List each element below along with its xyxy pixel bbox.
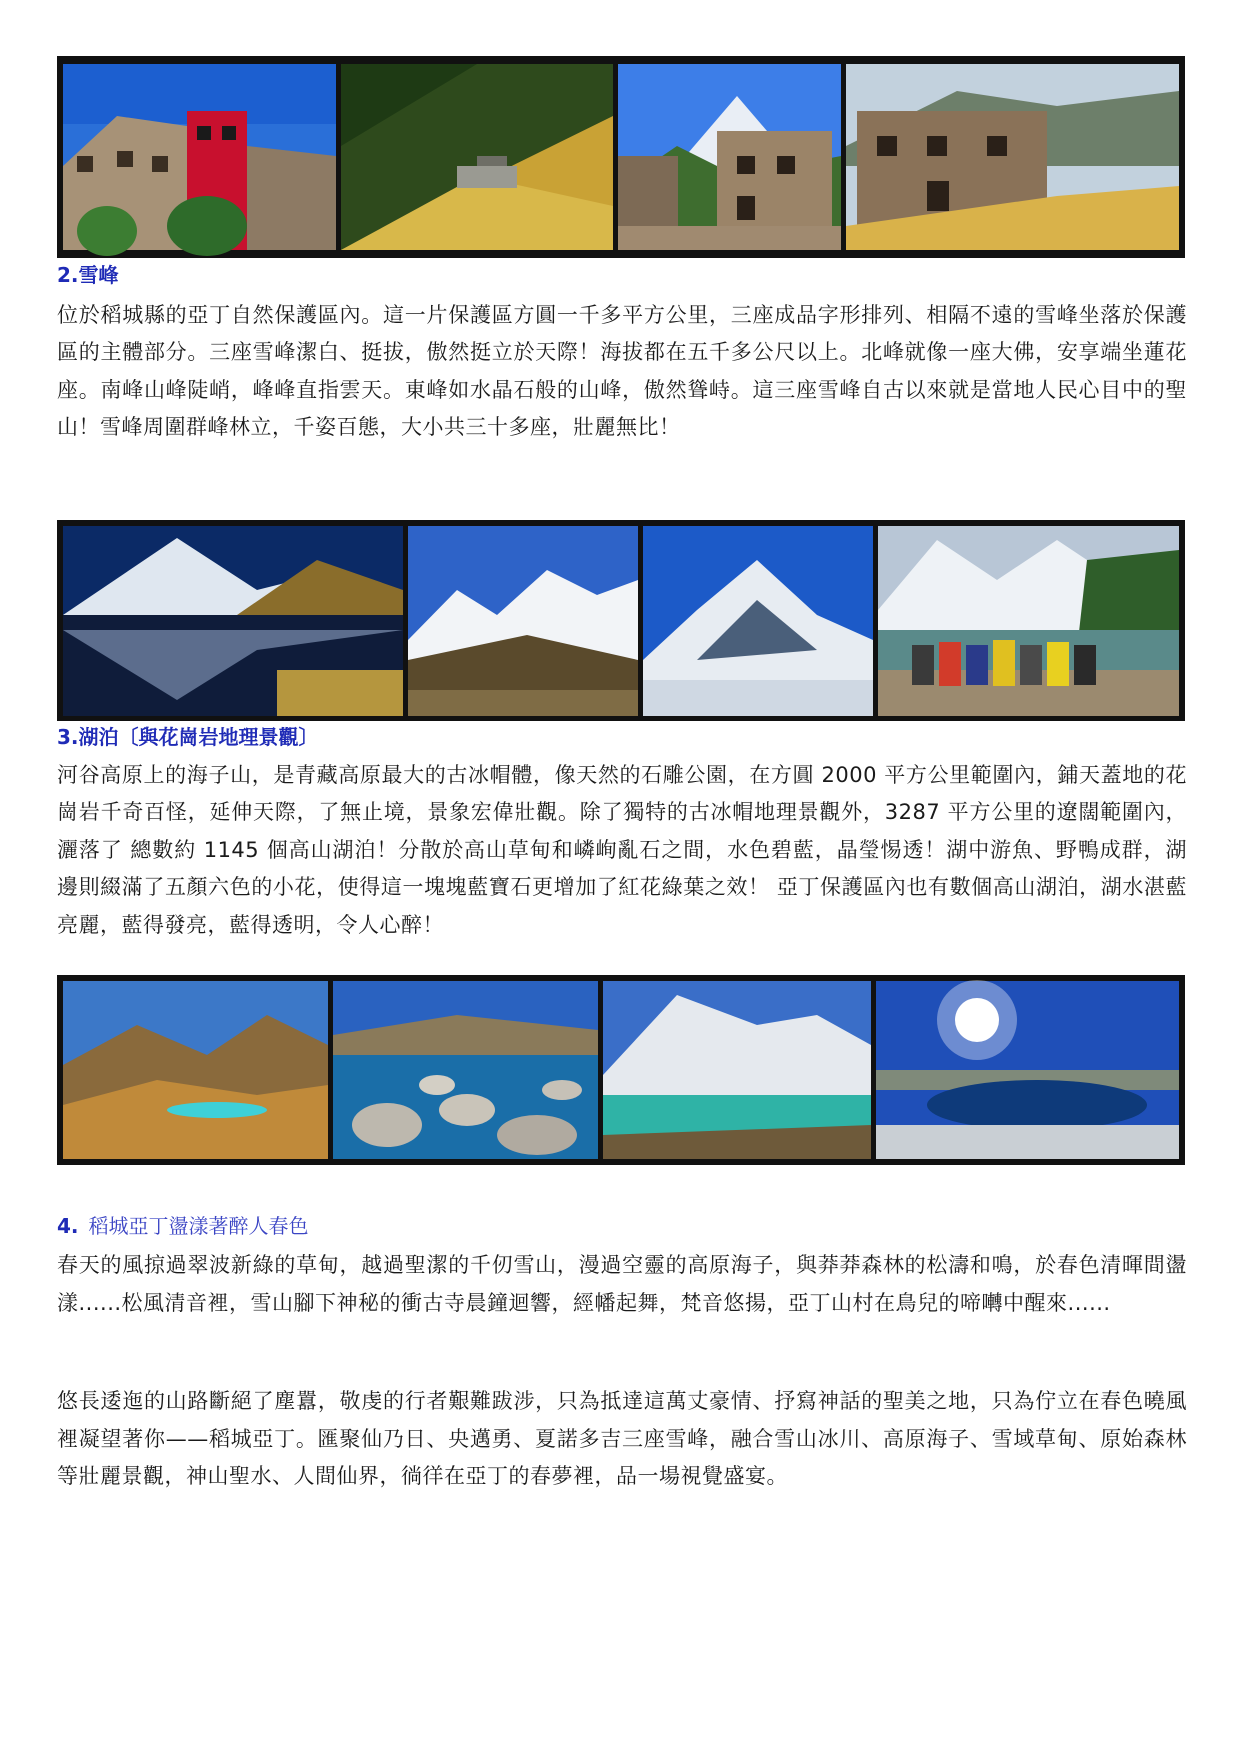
photo-granite-boulders-river bbox=[333, 981, 598, 1159]
lake-photo-strip bbox=[57, 975, 1185, 1165]
section4-paragraph-1: 春天的風掠過翠波新綠的草甸，越過聖潔的千仞雪山，漫過空靈的高原海子，與莽莽森林的松濤和鳴，於春色清暉間盪漾......松風清音裡，雪山腳下神秘的衝古寺晨鐘迴響，經幡起舞，梵音悠揚，亞丁山村在鳥兒的啼囀中醒來...... bbox=[57, 1253, 1187, 1315]
photo-sunburst-lake bbox=[876, 980, 1179, 1159]
section4-number: 4. bbox=[57, 1214, 79, 1238]
section4-title: 稻城亞丁盪漾著醉人春色 bbox=[88, 1214, 309, 1238]
photo-hikers-by-lake bbox=[878, 526, 1179, 716]
photo-snowpeak-reflection bbox=[63, 526, 403, 716]
photo-stone-house-snowpeak bbox=[618, 64, 841, 250]
village-photo-strip bbox=[57, 56, 1185, 258]
photo-turquoise-lake-valley bbox=[63, 981, 328, 1159]
section3-heading: 3.湖泊〔與花崗岩地理景觀〕 bbox=[57, 725, 319, 749]
section4-heading bbox=[57, 1211, 309, 1241]
photo-snow-peak-clouds bbox=[643, 526, 873, 716]
photo-emerald-lake-snowpeak bbox=[603, 981, 871, 1159]
section2-paragraph: 位於稻城縣的亞丁自然保護區內。這一片保護區方圓一千多平方公里，三座成品字形排列、相隔不遠的雪峰坐落於保護區的主體部分。三座雪峰潔白、挺拔，傲然挺立於天際！海拔都在五千多公尺以上。北峰就像一座大佛，安享端坐蓮花座。南峰山峰陡峭，峰峰直指雲天。東峰如水晶石般的山峰，傲然聳峙。這三座雪峰自古以來就是當地人民心目中的聖山！雪峰周圍群峰林立，千姿百態，大小共三十多座，壯麗無比！ bbox=[57, 303, 1187, 440]
snow-peak-photo-strip bbox=[57, 520, 1185, 721]
photo-stone-house-wheatfield bbox=[846, 64, 1179, 250]
photo-snow-ridge bbox=[408, 526, 638, 716]
section2-heading: 2.雪峰 bbox=[57, 263, 119, 287]
section3-paragraph: 河谷高原上的海子山，是青藏高原最大的古冰帽體，像天然的石雕公園，在方圓 2000 平方公里範圍內，鋪天蓋地的花崗岩千奇百怪，延伸天際，了無止境，景象宏偉壯觀。除了獨特的古冰帽地理景觀外，3287 平方公里的遼闊範圍內，灑落了 總數約 1145 個高山湖泊！分散於高山草甸和嶙峋亂石之間，水色碧藍，晶瑩惕透！湖中游魚、野鴨成群，湖邊則綴滿了五顏六色的小花，使得這一塊塊藍寶石更增加了紅花綠葉之效！ 亞丁保護區內也有數個高山湖泊，湖水湛藍亮麗，藍得發亮，藍得透明，令人心醉！ bbox=[57, 763, 1187, 937]
photo-tibetan-house-red bbox=[63, 64, 336, 256]
section4-paragraph-2: 悠長逶迤的山路斷絕了塵囂，敬虔的行者艱難跋涉，只為抵達這萬丈豪情、抒寫神話的聖美之地，只為佇立在春色曉風裡凝望著你——稻城亞丁。匯聚仙乃日、央邁勇、夏諾多吉三座雪峰，融合雪山冰川、高原海子、雪域草甸、原始森林等壯麗景觀，神山聖水、人間仙界，徜徉在亞丁的春夢裡，品一場視覺盛宴。 bbox=[57, 1389, 1187, 1488]
photo-hillside-village bbox=[341, 64, 613, 250]
